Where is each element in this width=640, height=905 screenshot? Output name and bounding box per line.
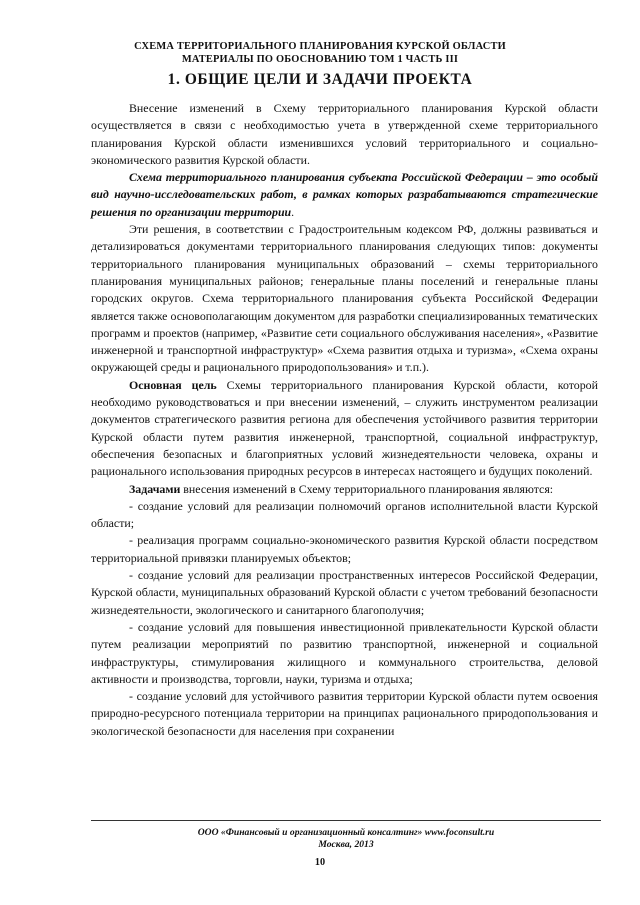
main-goal-label: Основная цель — [129, 377, 217, 392]
paragraph-tasks-intro — [91, 481, 598, 498]
task-item-2: - реализация программ социально-экономического развития Курской области посредством территориальной привязки планируемых объектов; — [91, 533, 598, 565]
section-title: 1. ОБЩИЕ ЦЕЛИ И ЗАДАЧИ ПРОЕКТА — [167, 71, 473, 88]
footer-divider — [91, 820, 601, 821]
paragraph-decisions: Эти решения, в соответствии с Градостроительным кодексом РФ, должны развиваться и детализироваться документами территориального планирования следующих типов: документы территориального планирования муниципальных образований – схемы территориального планирования муниципальных районов; генеральные планы поселений и генеральные планы городских округов. Схема территориального планирования субъекта Российской Федерации является также основополагающим документом для разработки специализированных тематических программ и проектов (например, «Развитие сети социального обслуживания населения», «Развитие инженерной и транспортной инфраструктур» «Схема развития отдыха и туризма», «Схема охраны окружающей среды и рационального природопользования» и т.п.). — [91, 222, 598, 375]
running-header-line-1: СХЕМА ТЕРРИТОРИАЛЬНОГО ПЛАНИРОВАНИЯ КУРСКОЙ ОБЛАСТИ — [134, 41, 506, 52]
page-number: 10 — [314, 857, 326, 868]
section-body — [91, 100, 598, 740]
task-item-4: - создание условий для повышения инвестиционной привлекательности Курской области путем реализации мероприятий по развитию транспортной, инженерной и социальной инфраструктуры, стимулирования жилищного и коммунального строительства, деловой активности и производства, торговли, науки, туризма и отдыха; — [91, 619, 598, 686]
definition-emphasis: Схема территориального планирования субъекта Российской Федерации – это особый вид научно-исследовательских работ, в рамках которых разрабатываются стратегические решения по организации территории — [91, 170, 598, 219]
tasks-label: Задачами — [129, 481, 181, 496]
paragraph-intro: Внесение изменений в Схему территориального планирования Курской области осуществляется в связи с необходимостью учета в утвержденной схеме территориального планирования Курской области изменившихся условий территориального и социально-экономического развития Курской области. — [91, 101, 598, 167]
definition-end: . — [291, 204, 295, 219]
paragraph-definition — [91, 169, 598, 221]
task-item-5: - создание условий для устойчивого развития территории Курской области путем освоения природно-ресурсного потенциала территории на принципах рационального природопользования и экологической безопасности для населения при сохранении — [91, 689, 598, 738]
task-item-1: - создание условий для реализации полномочий органов исполнительной власти Курской области; — [91, 498, 598, 531]
footer-company: ООО «Финансовый и организационный консалтинг» www.foconsult.ru — [197, 827, 495, 838]
footer-city-year: Москва, 2013 — [318, 839, 374, 850]
paragraph-main-goal — [91, 377, 598, 481]
main-goal-text: Схемы территориального планирования Курской области, которой необходимо руководствоваться и при внесении изменений, – служить инструментом реализации документов стратегического развития региона для обеспечения устойчивого развития территории Курской области путем развития инженерной, транспортной, социальной инфраструктур, обеспечения безопасных и благоприятных условий жизнедеятельности человека, охраны и рационального использования природных ресурсов в интересах настоящего и будущих поколений. — [91, 377, 598, 479]
tasks-intro-text: внесения изменений в Схему территориального планирования являются: — [180, 481, 554, 496]
task-item-3: - создание условий для реализации пространственных интересов Российской Федерации, Курской области, муниципальных образований Курской области с учетом требований безопасности жизнедеятельности, экологического и санитарного благополучия; — [91, 568, 598, 617]
running-header-line-2: МАТЕРИАЛЫ ПО ОБОСНОВАНИЮ ТОМ 1 ЧАСТЬ III — [181, 54, 459, 65]
